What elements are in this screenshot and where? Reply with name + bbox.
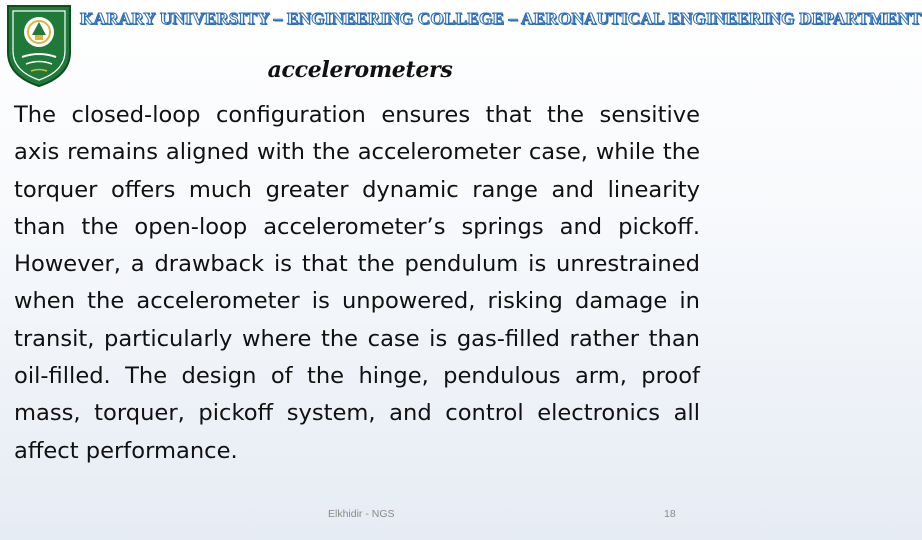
department-banner: KARARY UNIVERSITY – ENGINEERING COLLEGE – AERONAUTICAL ENGINEERING DEPARTMENT xyxy=(80,9,922,28)
slide-body-text: The closed-loop configuration ensures that the sensitive axis remains aligned with the accelerometer case, while the torquer offers much greater dynamic range and linearity than the open-loop accelerometer’s springs and pickoff. However, a drawback is that the pendulum is unrestrained when the accelerometer is unpowered, risking damage in transit, particularly where the case is gas-filled rather than oil-filled. The design of the hinge, pendulous arm, proof mass, torquer, pickoff system, and control electronics all affect performance. xyxy=(14,102,700,464)
slide-title: accelerometers xyxy=(267,57,453,83)
footer-author: Elkhidir - NGS xyxy=(328,508,395,520)
page-number: 18 xyxy=(664,508,676,520)
